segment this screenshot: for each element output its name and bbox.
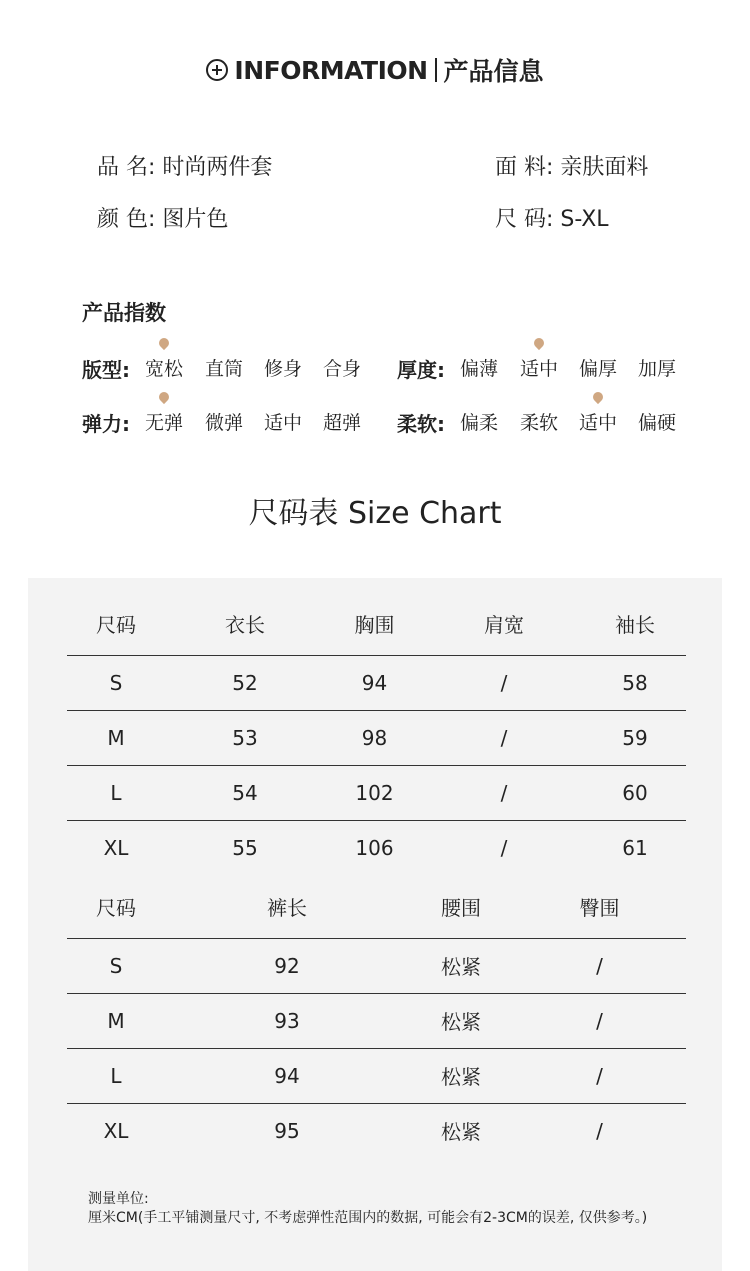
header-divider — [435, 58, 437, 82]
fit-label: 版型: — [82, 358, 130, 382]
table-cell: 58 — [584, 655, 686, 710]
table-cell: 54 — [165, 765, 325, 820]
softness-label: 柔软: — [397, 412, 445, 436]
table-cell: 95 — [274, 1118, 300, 1143]
table-cell: 92 — [165, 938, 409, 993]
table-cell: M — [67, 993, 165, 1048]
fit-option: 直筒 — [205, 358, 244, 380]
table-row — [67, 1103, 686, 1158]
table-cell: XL — [103, 1118, 129, 1143]
product-index-title: 产品指数 — [82, 301, 166, 325]
elasticity-option: 超弹 — [323, 412, 362, 434]
table-cell: 52 — [165, 655, 325, 710]
table-row — [67, 765, 686, 820]
table-cell: / — [500, 835, 508, 860]
table-cell: 松紧 — [409, 1048, 513, 1103]
softness-option: 偏柔 — [460, 412, 499, 434]
info-fabric-value: 亲肤面料 — [560, 155, 649, 180]
info-name-value: 时尚两件套 — [162, 155, 273, 180]
table-cell: S — [67, 938, 165, 993]
header-title-cn: 产品信息 — [443, 57, 544, 86]
info-size-value: S-XL — [560, 207, 609, 232]
top-size-table — [67, 593, 686, 875]
info-fabric — [495, 150, 648, 181]
table-row — [67, 993, 686, 1048]
table-cell: 93 — [165, 993, 409, 1048]
elasticity-option: 无弹 — [145, 408, 183, 435]
measurement-note — [88, 1190, 647, 1228]
table-header-cell: 衣长 — [165, 593, 325, 655]
info-color-value: 图片色 — [162, 207, 229, 232]
elasticity-option: 适中 — [264, 412, 303, 434]
thickness-option: 适中 — [520, 354, 558, 381]
table-cell: M — [67, 710, 165, 765]
softness-option: 适中 — [579, 408, 617, 435]
thickness-option: 偏厚 — [579, 358, 618, 380]
table-cell: 松紧 — [409, 938, 513, 993]
information-header — [0, 52, 750, 88]
table-header-cell: 臀围 — [513, 876, 686, 938]
table-header-cell: 裤长 — [165, 876, 409, 938]
elasticity-label: 弹力: — [82, 412, 130, 436]
table-cell: / — [424, 765, 584, 820]
table-cell: 59 — [584, 710, 686, 765]
bottom-size-table — [67, 876, 686, 1158]
table-cell: 松紧 — [409, 993, 513, 1048]
table-cell: / — [424, 655, 584, 710]
fit-option: 修身 — [264, 358, 303, 380]
table-cell: / — [424, 710, 584, 765]
info-size — [495, 202, 609, 233]
table-header-cell: 尺码 — [67, 593, 165, 655]
thickness-label: 厚度: — [397, 358, 445, 382]
circle-plus-icon — [206, 59, 228, 81]
table-header-cell: 胸围 — [325, 593, 424, 655]
table-cell: 55 — [232, 835, 258, 860]
table-row — [67, 938, 686, 993]
info-color — [97, 202, 228, 233]
info-name-label: 品 名: — [97, 155, 156, 180]
table-row — [67, 710, 686, 765]
table-header-row — [67, 876, 686, 938]
table-cell: 102 — [325, 765, 424, 820]
table-header-cell: 尺码 — [67, 876, 165, 938]
table-header-cell: 袖长 — [584, 593, 686, 655]
note-line-detail: 厘米CM(手工平铺测量尺寸, 不考虑弹性范围内的数据, 可能会有2-3CM的误差, 仅供参考。) — [88, 1210, 648, 1226]
table-row — [67, 655, 686, 710]
table-cell: / — [513, 938, 686, 993]
table-cell: 53 — [165, 710, 325, 765]
table-cell: S — [67, 655, 165, 710]
size-chart-title: 尺码表 Size Chart — [248, 496, 502, 531]
info-fabric-label: 面 料: — [495, 155, 554, 180]
info-size-label: 尺 码: — [495, 207, 554, 232]
note-line-unit: 测量单位: — [88, 1191, 149, 1207]
table-cell: 松紧 — [441, 1120, 481, 1145]
table-cell: 60 — [584, 765, 686, 820]
thickness-option: 加厚 — [638, 358, 677, 380]
table-row — [67, 1048, 686, 1103]
table-cell: / — [513, 993, 686, 1048]
table-cell: / — [596, 1118, 603, 1143]
thickness-option: 偏薄 — [460, 358, 499, 380]
header-title-en: INFORMATION — [234, 55, 428, 85]
info-product-name — [97, 150, 272, 181]
table-header-cell: 腰围 — [409, 876, 513, 938]
fit-option: 合身 — [323, 358, 362, 380]
table-cell: 61 — [622, 835, 648, 860]
table-header-cell: 肩宽 — [424, 593, 584, 655]
elasticity-option: 微弹 — [205, 412, 244, 434]
softness-option: 柔软 — [520, 412, 559, 434]
table-cell: XL — [103, 835, 129, 860]
table-cell: 98 — [325, 710, 424, 765]
table-cell: 94 — [165, 1048, 409, 1103]
table-header-row — [67, 593, 686, 655]
table-cell: 94 — [325, 655, 424, 710]
table-cell: L — [67, 1048, 165, 1103]
table-cell: 106 — [355, 835, 394, 860]
softness-option: 偏硬 — [638, 412, 677, 434]
table-cell: L — [67, 765, 165, 820]
fit-option: 宽松 — [145, 354, 183, 381]
table-row — [67, 820, 686, 875]
table-cell: / — [513, 1048, 686, 1103]
info-color-label: 颜 色: — [97, 207, 156, 232]
